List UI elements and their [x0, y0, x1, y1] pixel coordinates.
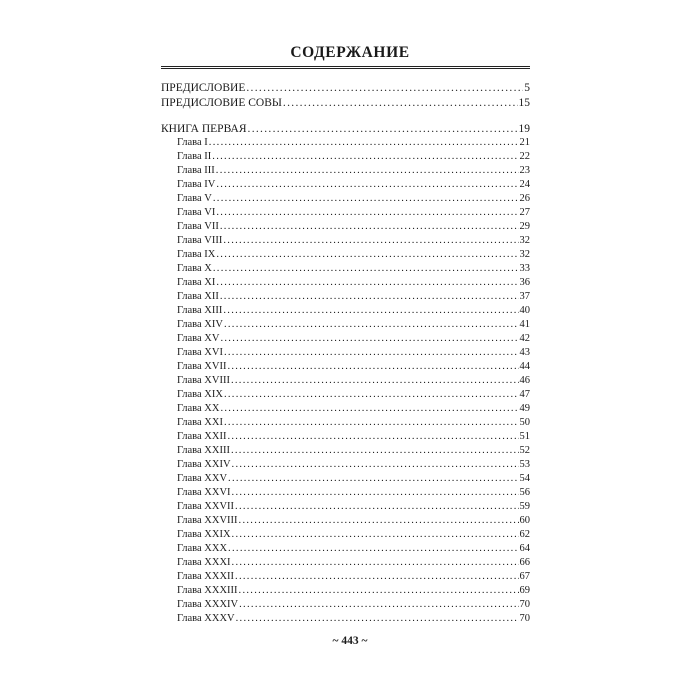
- dot-leader: [220, 333, 518, 344]
- toc-entry-book: [161, 123, 530, 135]
- toc-entry-page: 26: [519, 193, 530, 204]
- toc-entry-page: 62: [519, 529, 530, 540]
- toc-entry-page: 37: [519, 291, 530, 302]
- toc-entry-label: Глава XXIV: [177, 459, 231, 470]
- toc-entry-chapter: [161, 417, 530, 428]
- toc-entry-chapter: [161, 599, 530, 610]
- dot-leader: [212, 151, 518, 162]
- title-rule-top: [161, 66, 530, 67]
- toc-entry-page: 64: [519, 543, 530, 554]
- toc-entry-page: 43: [519, 347, 530, 358]
- dot-leader: [223, 305, 518, 316]
- dot-leader: [224, 319, 519, 330]
- toc-entry-label: Глава XXX: [177, 543, 228, 554]
- toc-entry-chapter: [161, 221, 530, 232]
- toc-entry-label: Глава XXVII: [177, 501, 235, 512]
- toc-entry-chapter: [161, 557, 530, 568]
- toc-entry-page: 41: [519, 319, 530, 330]
- dot-leader: [216, 249, 518, 260]
- toc-entry-chapter: [161, 151, 530, 162]
- toc-entry-page: 50: [519, 417, 530, 428]
- toc-entry-chapter: [161, 375, 530, 386]
- title-rule-bottom: [161, 68, 530, 69]
- toc-entry-page: 51: [519, 431, 530, 442]
- toc-entry-label: Глава XVII: [177, 361, 227, 372]
- toc-entry-chapter: [161, 235, 530, 246]
- toc-entry-chapter: [161, 613, 530, 624]
- toc-entry-label: Глава XXXII: [177, 571, 235, 582]
- toc-entry-chapter: [161, 361, 530, 372]
- toc-entry-label: Глава XXVIII: [177, 515, 238, 526]
- dot-leader: [213, 263, 519, 274]
- toc-entry-label: Глава IX: [177, 249, 216, 260]
- toc-entry-label: Глава XXIX: [177, 529, 231, 540]
- toc-entry-label: Глава III: [177, 165, 215, 176]
- toc-entry-page: 46: [519, 375, 530, 386]
- dot-leader: [216, 277, 518, 288]
- dot-leader: [213, 193, 519, 204]
- toc-entry-page: 22: [519, 151, 530, 162]
- dot-leader: [235, 501, 518, 512]
- toc-entry-page: 53: [519, 459, 530, 470]
- toc-entry-page: 23: [519, 165, 530, 176]
- dot-leader: [216, 207, 518, 218]
- toc-entry-label: Глава XXXIII: [177, 585, 238, 596]
- toc-entry-label: Глава XIV: [177, 319, 223, 330]
- toc-entry-label: Глава XIII: [177, 305, 223, 316]
- page-title: СОДЕРЖАНИЕ: [290, 44, 410, 61]
- toc-entry-page: 40: [519, 305, 530, 316]
- toc-entry-page: 66: [519, 557, 530, 568]
- toc-entry-chapter: [161, 515, 530, 526]
- toc-entry-page: 67: [519, 571, 530, 582]
- dot-leader: [227, 431, 518, 442]
- toc-entry-chapter: [161, 137, 530, 148]
- toc-entry-label: Глава XV: [177, 333, 220, 344]
- toc-entry-chapter: [161, 445, 530, 456]
- toc-entry-label: Глава VII: [177, 221, 219, 232]
- toc-entry-label: Глава XVI: [177, 347, 223, 358]
- toc-entry-chapter: [161, 585, 530, 596]
- toc-entry-chapter: [161, 459, 530, 470]
- toc-entry-label: Глава XXV: [177, 473, 228, 484]
- toc-entry-page: 19: [518, 123, 530, 135]
- dot-leader: [239, 515, 519, 526]
- toc-entry-page: 54: [519, 473, 530, 484]
- dot-leader: [220, 291, 519, 302]
- toc-entry-chapter: [161, 165, 530, 176]
- dot-leader: [209, 137, 519, 148]
- toc-entry-chapter: [161, 263, 530, 274]
- toc-entry-label: Глава VI: [177, 207, 216, 218]
- dot-leader: [246, 82, 523, 94]
- toc-entry-chapter: [161, 305, 530, 316]
- toc-entry-label: Глава XII: [177, 291, 219, 302]
- toc-entry-chapter: [161, 431, 530, 442]
- toc-entry-chapter: [161, 487, 530, 498]
- toc-entry-page: 32: [519, 235, 530, 246]
- toc-entry-chapter: [161, 529, 530, 540]
- toc-entry-page: 24: [519, 179, 530, 190]
- toc-entry-page: 56: [519, 487, 530, 498]
- toc-entry-label: Глава IV: [177, 179, 216, 190]
- toc-entry-page: 70: [519, 613, 530, 624]
- toc-entry-label: Глава XXIII: [177, 445, 230, 456]
- toc-entry-label: Глава XXI: [177, 417, 223, 428]
- dot-leader: [231, 445, 519, 456]
- dot-leader: [239, 599, 518, 610]
- dot-leader: [227, 361, 518, 372]
- toc-entry-label: Глава VIII: [177, 235, 223, 246]
- toc-entry-chapter: [161, 193, 530, 204]
- toc-entry-label: Глава XXII: [177, 431, 227, 442]
- toc-entry-label: Глава I: [177, 137, 208, 148]
- dot-leader: [248, 123, 518, 135]
- toc-entry-page: 29: [519, 221, 530, 232]
- toc-entry-label: Глава X: [177, 263, 212, 274]
- toc-entry-page: 27: [519, 207, 530, 218]
- toc-entry-chapter: [161, 403, 530, 414]
- toc-entry-page: 49: [519, 403, 530, 414]
- toc-entry-page: 52: [519, 445, 530, 456]
- dot-leader: [223, 235, 518, 246]
- dot-leader: [224, 347, 519, 358]
- toc-entry-label: Глава II: [177, 151, 212, 162]
- toc-entry-label: Глава XVIII: [177, 375, 230, 386]
- dot-leader: [239, 585, 519, 596]
- toc-entry-label: Глава XXXI: [177, 557, 231, 568]
- dot-leader: [283, 97, 518, 109]
- toc-entry-label: Глава XI: [177, 277, 216, 288]
- toc-entry-label: Глава XXVI: [177, 487, 231, 498]
- dot-leader: [228, 543, 518, 554]
- toc-entry-page: 44: [519, 361, 530, 372]
- toc-entry-label: КНИГА ПЕРВАЯ: [161, 123, 247, 135]
- toc-entry-chapter: [161, 333, 530, 344]
- page-number: ~ 443 ~: [332, 635, 368, 647]
- toc-entry-chapter: [161, 277, 530, 288]
- toc-entry-page: 60: [519, 515, 530, 526]
- toc-entry-page: 5: [524, 82, 530, 94]
- toc-entry-page: 69: [519, 585, 530, 596]
- toc-entry-page: 21: [519, 137, 530, 148]
- dot-leader: [232, 459, 519, 470]
- toc-entry-page: 33: [519, 263, 530, 274]
- toc-entry-label: Глава XXXV: [177, 613, 235, 624]
- dot-leader: [231, 375, 519, 386]
- toc-entry-page: 42: [519, 333, 530, 344]
- dot-leader: [216, 179, 518, 190]
- dot-leader: [232, 529, 519, 540]
- toc-entry-page: 59: [519, 501, 530, 512]
- dot-leader: [228, 473, 518, 484]
- dot-leader: [232, 487, 519, 498]
- dot-leader: [235, 571, 518, 582]
- toc-entry-page: 32: [519, 249, 530, 260]
- toc-entry-label: Глава XXXIV: [177, 599, 239, 610]
- toc-entry-page: 47: [519, 389, 530, 400]
- toc-entry-chapter: [161, 179, 530, 190]
- toc-entry-chapter: [161, 473, 530, 484]
- toc-entry-label: Глава XIX: [177, 389, 223, 400]
- dot-leader: [216, 165, 519, 176]
- toc-entry-chapter: [161, 501, 530, 512]
- toc-entry-chapter: [161, 543, 530, 554]
- dot-leader: [236, 613, 519, 624]
- toc-entry-chapter: [161, 291, 530, 302]
- toc-entry-chapter: [161, 207, 530, 218]
- toc-entry-label: Глава V: [177, 193, 212, 204]
- toc-entry-page: 15: [518, 96, 530, 109]
- toc-entry-chapter: [161, 249, 530, 260]
- dot-leader: [220, 221, 519, 232]
- toc-entry-label: ПРЕДИСЛОВИЕ СОВЫ: [161, 96, 282, 109]
- toc-entry-chapter: [161, 319, 530, 330]
- toc-entry-page: 36: [519, 277, 530, 288]
- toc-entry-chapter: [161, 389, 530, 400]
- toc-entry-label: Глава XX: [177, 403, 220, 414]
- toc-entry-chapter: [161, 571, 530, 582]
- dot-leader: [224, 417, 519, 428]
- toc-entry-top: [161, 97, 530, 109]
- toc-entry-top: [161, 82, 530, 94]
- toc-entry-chapter: [161, 347, 530, 358]
- toc-entry-label: ПРЕДИСЛОВИЕ: [161, 82, 246, 94]
- dot-leader: [232, 557, 519, 568]
- toc-entry-page: 70: [519, 599, 530, 610]
- dot-leader: [224, 389, 519, 400]
- dot-leader: [220, 403, 518, 414]
